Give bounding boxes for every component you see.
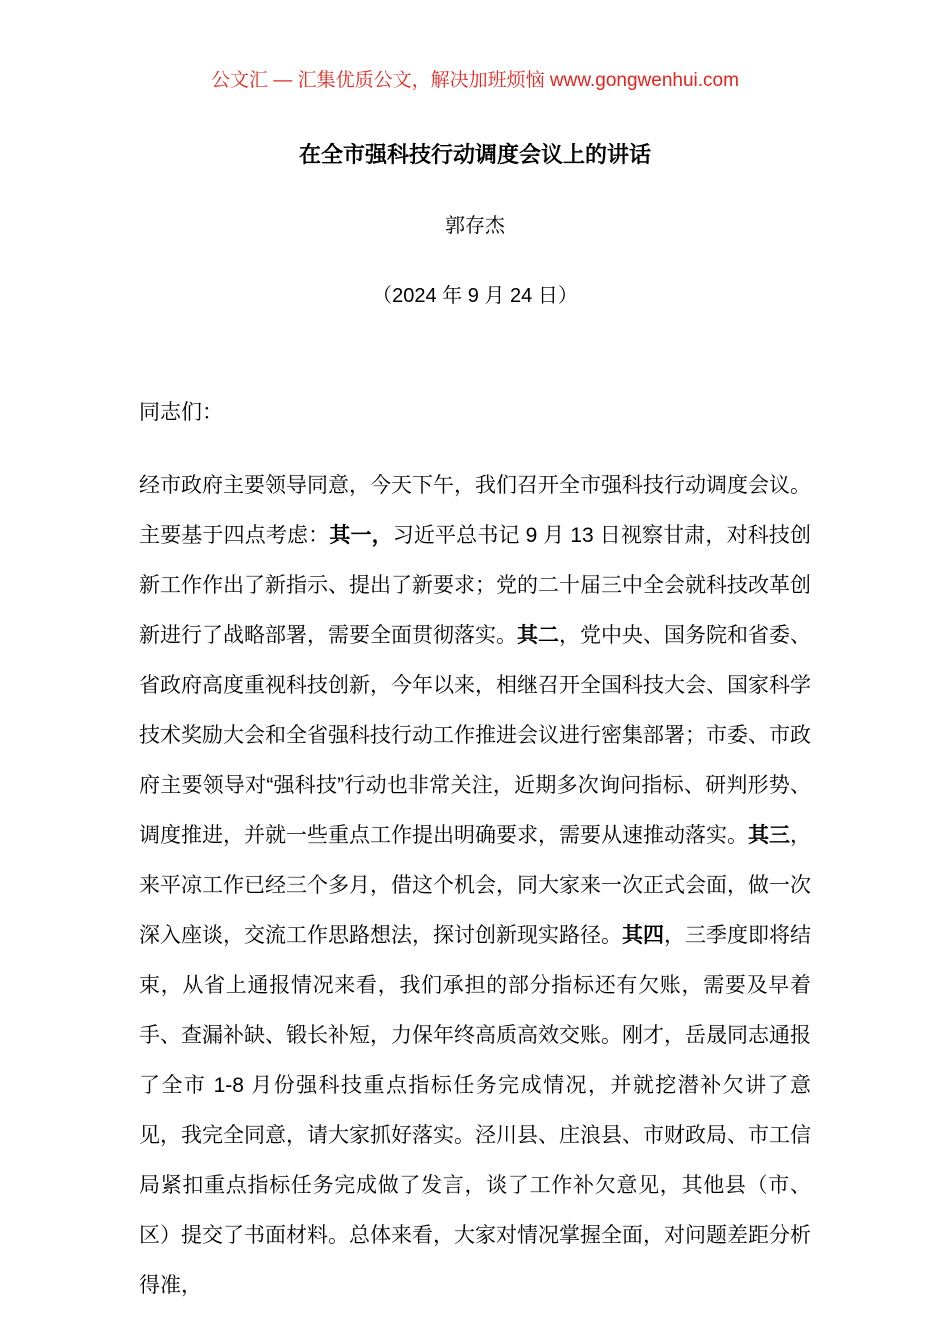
text-run: 习近平总书记 9 月 13 日视察甘肃，对科技创新工作作出了新指示、提出了新要求；党的二十届三中全会就科技改革创新进行了战略部署，需要全面贯彻落实。 <box>139 524 812 647</box>
gongwenhui-watermark-banner: 公文汇 — 汇集优质公文，解决加班烦恼 www.gongwenhui.com <box>211 70 739 91</box>
document-date: （2024 年 9 月 24 日） <box>372 285 578 307</box>
text-run-bold-qier: 其二 <box>517 624 559 647</box>
document-body <box>139 388 811 1311</box>
text-run: ，来平凉工作已经三个多月，借这个机会，同大家来一次正式会面，做一次深入座谈，交流工作思路想法，探讨创新现实路径。 <box>139 824 811 947</box>
text-run: ，三季度即将结束，从省上通报情况来看，我们承担的部分指标还有欠账，需要及早着手、查漏补缺、锻长补短，力保年终高质高效交账。刚才，岳晟同志通报了全市 1-8 月份强科技重点指标任务完成情况，并就挖潜补欠讲了意见，我完全同意，请大家抓好落实。泾川县、庄浪县、市财政局、市工信局紧扣重点指标任务完成做了发言，谈了工作补欠意见，其他县（市、区）提交了书面材料。总体来看，大家对情况掌握全面，对问题差距分析得准， <box>139 924 811 1297</box>
salutation: 同志们： <box>139 401 223 424</box>
document-title: 在全市强科技行动调度会议上的讲话 <box>298 142 651 167</box>
text-run-bold-qisi: 其四 <box>622 924 664 947</box>
body-paragraph <box>139 461 811 1311</box>
text-run-bold-qiyi: 其一， <box>329 524 393 547</box>
text-run: 经市政府主要领导同意，今天下午，我们召开全市强科技行动调度会议。主要基于四点考虑： <box>139 474 811 547</box>
author-name: 郭存杰 <box>445 215 505 237</box>
text-run: ，党中央、国务院和省委、省政府高度重视科技创新，今年以来，相继召开全国科技大会、国家科学技术奖励大会和全省强科技行动工作推进会议进行密集部署；市委、市政府主要领导对“强科技”行动也非常关注，近期多次询问指标、研判形势、调度推进，并就一些重点工作提出明确要求，需要从速推动落实。 <box>139 624 811 847</box>
text-run-bold-qisan: 其三 <box>748 824 790 847</box>
